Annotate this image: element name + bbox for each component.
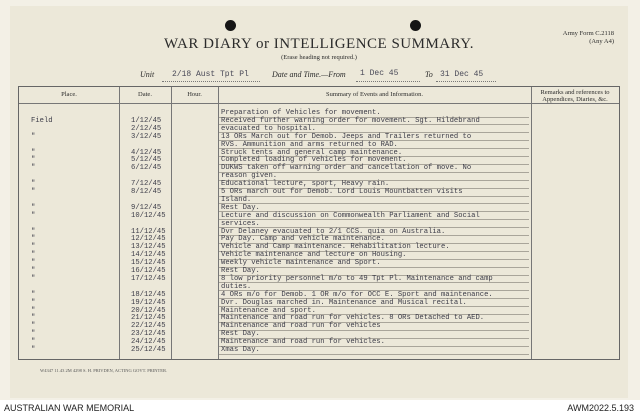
- summary-cell: Maintenance and road run for vehicles: [221, 322, 381, 331]
- summary-cell: Dvr Delaney evacuated to 2/1 CCS. quia on Australia.: [221, 227, 446, 236]
- date-cell: 1/12/45: [131, 116, 162, 125]
- date-cell: 16/12/45: [131, 267, 166, 275]
- printer-imprint: W4347 11.43 2M 4298 S. H. PRIVDEN, ACTING GOVT. PRINTER.: [40, 368, 168, 373]
- summary-cell: Educational lecture, sport, Heavy rain.: [221, 180, 390, 189]
- summary-cell: Rest Day.: [221, 267, 260, 275]
- summary-cell: Xmas Day.: [221, 346, 260, 354]
- date-cell: 22/12/45: [131, 322, 166, 331]
- place-cell: ": [31, 298, 36, 307]
- date-cell: 19/12/45: [131, 298, 166, 307]
- summary-cell: Maintenance and road run for vehicles. 8 ORs Detached to AED.: [221, 314, 485, 323]
- summary-cell: duties.: [221, 282, 252, 291]
- caption-source: AUSTRALIAN WAR MEMORIAL: [4, 403, 135, 413]
- date-cell: 10/12/45: [131, 211, 166, 220]
- date-cell: 25/12/45: [131, 346, 166, 354]
- date-cell: 12/12/45: [131, 235, 166, 244]
- form-note: (Any A4): [589, 38, 614, 45]
- summary-cell: Island.: [221, 195, 252, 204]
- date-cell: 24/12/45: [131, 338, 166, 347]
- place-cell: ": [31, 148, 36, 157]
- summary-column-header: Summary of Events and Information.: [326, 91, 423, 98]
- date-cell: 21/12/45: [131, 314, 166, 323]
- place-cell: ": [31, 203, 36, 212]
- place-cell: ": [31, 235, 36, 244]
- header-divider: [19, 103, 619, 104]
- place-cell: ": [31, 180, 36, 189]
- date-cell: 23/12/45: [131, 330, 166, 339]
- date-cell: 11/12/45: [131, 227, 166, 236]
- date-cell: 3/12/45: [131, 132, 162, 141]
- summary-cell: reason given.: [221, 172, 278, 181]
- place-cell: ": [31, 267, 36, 275]
- page-title: WAR DIARY or INTELLIGENCE SUMMARY.: [164, 36, 474, 52]
- summary-cell: DUKWS taken off warning order and cancellation of move. No: [221, 164, 472, 173]
- place-cell: ": [31, 243, 36, 252]
- date-cell: 9/12/45: [131, 203, 162, 212]
- place-cell: ": [31, 259, 36, 268]
- remarks-column-header: Remarks and references to Appendices, Diaries, &c.: [540, 89, 610, 103]
- place-cell: ": [31, 314, 36, 323]
- date-cell: 14/12/45: [131, 251, 166, 260]
- place-cell: ": [31, 164, 36, 173]
- summary-cell: services.: [221, 219, 260, 228]
- summary-cell: Rest Day.: [221, 330, 260, 339]
- date-range-label: Date and Time.—From: [272, 70, 346, 79]
- place-column-header: Place.: [61, 91, 77, 98]
- diary-sheet: [10, 6, 628, 398]
- summary-cell: Maintenance and road run for vehicles.: [221, 338, 385, 347]
- date-cell: 5/12/45: [131, 156, 162, 165]
- summary-cell: Completed loading of vehicles for movement.: [221, 156, 407, 165]
- summary-cell: Vehicle and Camp maintenance. Rehabilitation lecture.: [221, 243, 450, 252]
- from-date-value: 1 Dec 45: [360, 69, 399, 78]
- place-cell: ": [31, 306, 36, 315]
- summary-cell: Rest Day.: [221, 203, 260, 212]
- place-cell: ": [31, 338, 36, 347]
- place-cell: ": [31, 227, 36, 236]
- date-cell: 4/12/45: [131, 148, 162, 157]
- unit-value: 2/18 Aust Tpt Pl: [172, 70, 249, 79]
- unit-label: Unit: [140, 70, 155, 79]
- caption-bar: [0, 400, 640, 416]
- punch-hole: [225, 20, 236, 31]
- summary-cell: 4 ORs m/o for Demob. 1 OR m/o for OCC E. Sport and maintenance.: [221, 290, 493, 299]
- summary-cell: Weekly vehicle maintenance and Sport.: [221, 259, 381, 268]
- date-cell: 2/12/45: [131, 124, 162, 133]
- date-cell: 13/12/45: [131, 243, 166, 252]
- caption-accession: AWM2022.5.193: [567, 403, 634, 413]
- punch-hole: [410, 20, 421, 31]
- diary-table: [18, 86, 620, 360]
- unit-underline: [162, 81, 260, 82]
- summary-cell: Vehicle maintenance and lecture on Housing.: [221, 251, 407, 260]
- date-cell: 18/12/45: [131, 290, 166, 299]
- to-label: To: [425, 70, 433, 79]
- place-cell: ": [31, 251, 36, 260]
- summary-cell: Maintenance and sport.: [221, 306, 316, 315]
- summary-cell: Dvr. Douglas marched in. Maintenance and Musical recital.: [221, 298, 467, 307]
- hour-column-header: Hour.: [187, 91, 202, 98]
- place-cell: ": [31, 290, 36, 299]
- to-date-value: 31 Dec 45: [440, 70, 484, 79]
- date-cell: 17/12/45: [131, 274, 166, 283]
- date-column-header: Date.: [138, 91, 152, 98]
- summary-cell: 13 ORs March out for Demob. Jeeps and Trailers returned to: [221, 132, 472, 141]
- summary-cell: Preparation of Vehicles for movement.: [221, 109, 381, 117]
- date-cell: 20/12/45: [131, 306, 166, 315]
- place-cell: ": [31, 322, 36, 331]
- date-cell: 7/12/45: [131, 180, 162, 189]
- summary-cell: 5 ORs march out for Demob. Lord Louis Mountbatten visits: [221, 188, 463, 196]
- place-cell: ": [31, 274, 36, 283]
- date-cell: 15/12/45: [131, 259, 166, 268]
- summary-cell: 8 low priority personnel m/o to 49 Tpt Pl. Maintenance and camp: [221, 274, 493, 283]
- date-cell: 6/12/45: [131, 164, 162, 173]
- summary-cell: RVS. Ammunition and arms returned to RAD.: [221, 140, 398, 149]
- to-underline: [436, 81, 496, 82]
- summary-cell: Pay Day. Camp and vehicle maintenance.: [221, 235, 385, 244]
- page-subtitle: (Erase heading not required.): [281, 54, 357, 61]
- form-number: Army Form C.2118: [562, 30, 614, 37]
- place-cell: ": [31, 188, 36, 196]
- place-cell: ": [31, 156, 36, 165]
- army-form-label: [563, 30, 614, 46]
- place-cell: Field: [31, 116, 53, 125]
- summary-cell: evacuated to hospital.: [221, 124, 316, 133]
- summary-cell: Struck tents and general camp maintenance.: [221, 148, 403, 157]
- place-cell: ": [31, 211, 36, 220]
- place-cell: ": [31, 346, 36, 354]
- summary-cell: Lecture and discussion on Commonwealth Parliament and Social: [221, 211, 480, 220]
- place-cell: ": [31, 330, 36, 339]
- place-cell: ": [31, 132, 36, 141]
- date-cell: 8/12/45: [131, 188, 162, 196]
- summary-cell: Received further warning order for movement. Sgt. Hildebrand: [221, 116, 480, 125]
- from-underline: [356, 81, 420, 82]
- ruled-line: [219, 354, 529, 355]
